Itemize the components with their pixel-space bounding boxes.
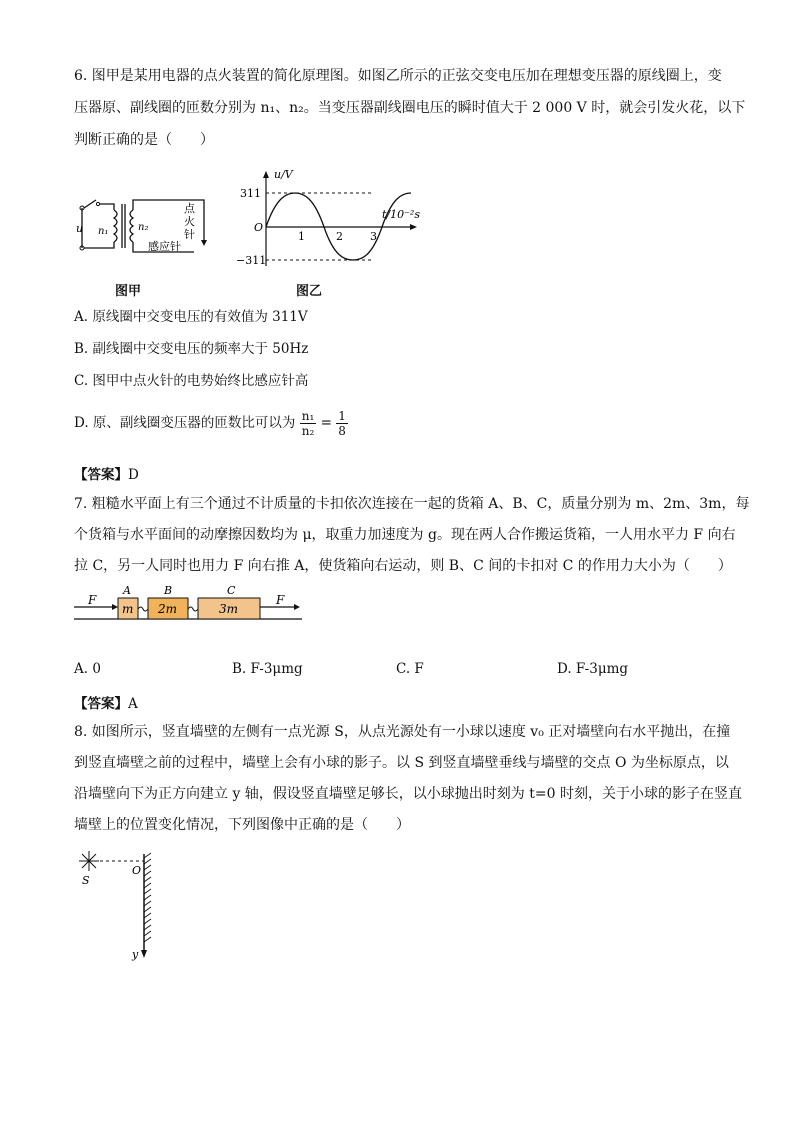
q6-fig-b-x3: 3 <box>370 230 377 243</box>
q8-line-4: 墙壁上的位置变化情况，下列图像中正确的是（ ） <box>74 817 410 833</box>
q6-fig-b-x1: 1 <box>298 230 305 243</box>
q6-option-d-fraction-value <box>336 409 348 438</box>
q7-box-a-mass: m <box>122 602 134 616</box>
q6-fig-a-huo: 火 <box>184 215 195 228</box>
q7-figure-boxes <box>72 582 312 626</box>
q6-answer-label: 【答案】 <box>74 467 128 483</box>
frac-n1: n₁ <box>301 409 315 423</box>
q7-option-a: A. 0 <box>74 661 101 677</box>
q7-option-c: C. F <box>396 661 424 677</box>
q8-line-3: 沿墙壁向下为正方向建立 y 轴，假设竖直墙壁足够长，以小球抛出时刻为 t=0 时刻，关于小球的影子在竖直 <box>74 786 742 802</box>
q7-line-1: 7. 粗糙水平面上有三个通过不计质量的卡扣依次连接在一起的货箱 A、B、C，质量分别为 m、2m、3m，每 <box>74 496 750 512</box>
q6-option-a: A. 原线圈中交变电压的有效值为 311V <box>74 309 308 325</box>
q7-fig-f-left: F <box>88 593 97 607</box>
q7-box-b-label: B <box>164 584 173 597</box>
q7-option-b: B. F-3μmg <box>232 661 303 677</box>
q6-line-1: 6. 图甲是某用电器的点火装置的简化原理图。如图乙所示的正弦交变电压加在理想变压器的原线圈上，变 <box>74 68 722 84</box>
q6-fig-b-x2: 2 <box>336 230 343 243</box>
q6-fig-b-origin: O <box>254 221 264 234</box>
q6-fig-a-dian: 点 <box>184 202 195 215</box>
q6-fig-b-xlabel: t/10⁻²s <box>382 208 420 221</box>
q6-fig-b-ylabel: u/V <box>274 168 293 181</box>
q6-answer <box>74 463 139 483</box>
q6-fig-a-caption: 图甲 <box>115 284 142 299</box>
q7-box-a-label: A <box>123 584 131 597</box>
light-source-icon <box>79 851 99 871</box>
q8-fig-y: y <box>132 948 139 961</box>
q7-box-c-mass: 3m <box>219 602 239 616</box>
q6-fig-a-zhen: 针 <box>184 228 195 241</box>
q7-answer-value: A <box>128 696 138 712</box>
q6-option-c: C. 图甲中点火针的电势始终比感应针高 <box>74 373 309 389</box>
q8-fig-s: S <box>82 874 90 887</box>
q6-option-d-text: D. 原、副线圈变压器的匝数比可以为 <box>74 415 296 431</box>
q6-fig-a-n1: n₁ <box>98 226 109 237</box>
q6-fig-a-n2: n₂ <box>138 222 149 233</box>
q8-fig-o: O <box>132 864 142 877</box>
q6-line-2: 压器原、副线圈的匝数分别为 n₁、n₂。当变压器副线圈电压的瞬时值大于 2 000 V 时，就会引发火花，以下 <box>74 100 746 116</box>
q6-line-3: 判断正确的是（ ） <box>74 132 214 148</box>
q7-line-2: 个货箱与水平面间的动摩擦因数均为 μ，取重力加速度为 g。现在两人合作搬运货箱，一人用水平力 F 向右 <box>74 527 736 543</box>
q6-option-d-fraction-n <box>300 409 317 438</box>
q6-figure-b-sine <box>232 168 432 273</box>
q7-box-c-label: C <box>227 584 236 597</box>
q6-answer-value: D <box>128 467 139 483</box>
q6-option-d-eq: = <box>320 415 332 431</box>
q6-figure-a-circuit <box>74 190 214 260</box>
q7-answer <box>74 692 138 712</box>
frac-1: 1 <box>338 409 346 423</box>
q6-fig-b-caption: 图乙 <box>296 284 323 299</box>
q7-fig-f-right: F <box>276 593 285 607</box>
q8-figure-wall <box>74 846 174 962</box>
q6-option-d <box>74 402 348 444</box>
q6-fig-a-u: u <box>76 222 84 235</box>
frac-8: 8 <box>338 424 346 438</box>
q6-fig-b-ymin: −311 <box>236 254 267 267</box>
q8-line-2: 到竖直墙壁之前的过程中，墙壁上会有小球的影子。以 S 到竖直墙壁垂线与墙壁的交点 O 为坐标原点，以 <box>74 755 729 771</box>
q6-option-b: B. 副线圈中交变电压的频率大于 50Hz <box>74 341 309 357</box>
q6-fig-a-ganying: 感应针 <box>148 240 181 253</box>
q7-box-b-mass: 2m <box>158 602 178 616</box>
q8-line-1: 8. 如图所示，竖直墙壁的左侧有一点光源 S，从点光源处有一小球以速度 v₀ 正对墙壁向右水平抛出，在撞 <box>74 724 731 740</box>
q7-line-3: 拉 C，另一人同时也用力 F 向右推 A，使货箱向右运动，则 B、C 间的卡扣对 C 的作用力大小为（ ） <box>74 558 732 574</box>
q7-answer-label: 【答案】 <box>74 696 128 712</box>
q6-fig-b-ymax: 311 <box>240 187 261 200</box>
frac-n2: n₂ <box>301 424 315 438</box>
q7-option-d: D. F-3μmg <box>557 661 629 677</box>
